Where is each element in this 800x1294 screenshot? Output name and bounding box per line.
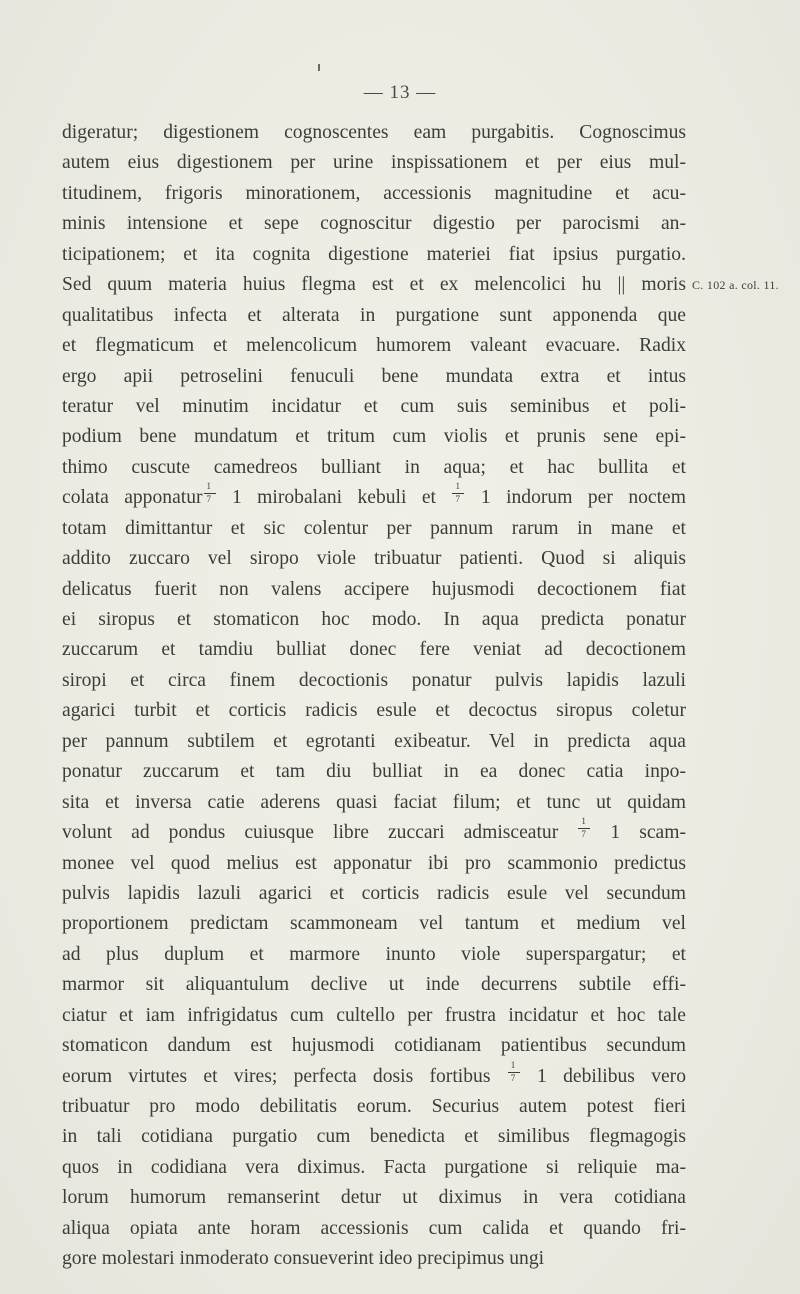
text-line: in tali cotidiana purgatio cum benedicta et similibus flegmagogis: [62, 1126, 686, 1148]
text-line: lorum humorum remanserint detur ut diximus in vera cotidiana: [62, 1187, 686, 1209]
text-line: addito zuccaro vel siropo viole tribuatur patienti. Quod si aliquis: [62, 548, 686, 570]
text-line: ergo apii petroselini fenuculi bene mundata extra et intus: [62, 365, 686, 387]
text-line-with-margin-note: [62, 270, 779, 300]
page-number: — 13 —: [363, 82, 437, 103]
fraction-denominator: 7: [455, 494, 460, 505]
text-segment: 1 indorum per noctem: [480, 487, 686, 509]
margin-note: C. 102 a. col. 11.: [692, 278, 779, 293]
text-line: siropi et circa finem decoctionis ponatur pulvis lapidis lazuli: [62, 669, 686, 691]
fraction-one-seventh: [203, 481, 217, 505]
fraction-numerator: 1: [206, 481, 212, 492]
fraction-denominator: 7: [510, 1072, 516, 1083]
text-line: qualitatibus infecta et alterata in purgatione sunt apponenda que: [62, 304, 686, 326]
text-line-with-fraction: [62, 1059, 687, 1092]
text-segment: 1 mirobalani kebuli et: [231, 487, 437, 509]
text-line: aliqua opiata ante horam accessionis cum calida et quando fri-: [62, 1217, 686, 1239]
fraction-denominator: 7: [206, 494, 212, 505]
fraction-numerator: 1: [581, 816, 586, 827]
text-segment: eorum virtutes et vires; perfecta dosis fortibus: [62, 1065, 491, 1087]
text-line: proportionem predictam scammoneam vel tantum et medium vel: [62, 913, 686, 935]
text-segment: 1 scam-: [610, 822, 687, 844]
text-line: teratur vel minutim incidatur et cum suis seminibus et poli-: [62, 395, 686, 417]
text-line: pulvis lapidis lazuli agarici et corticis radicis esule vel secundum: [62, 882, 686, 904]
text-line: ad plus duplum et marmore inunto viole superspargatur; et: [62, 943, 686, 965]
text-line: et flegmaticum et melencolicum humorem valeant evacuare. Radix: [62, 335, 686, 357]
text-line: minis intensione et sepe cognoscitur digestio per parocismi an-: [62, 213, 686, 235]
text-line: thimo cuscute camedreos bulliant in aqua; et hac bullita et: [62, 456, 686, 478]
ink-speck: [318, 64, 320, 71]
body-text: [62, 118, 779, 1275]
text-line: digeratur; digestionem cognoscentes eam purgabitis. Cognoscimus: [62, 122, 686, 143]
text-line: per pannum subtilem et egrotanti exibeatur. Vel in predicta aqua: [62, 730, 686, 752]
text-line: monee vel quod melius est apponatur ibi pro scammonio predictus: [62, 852, 686, 874]
fraction-one-seventh: [451, 481, 465, 505]
text-line: tribuatur pro modo debilitatis eorum. Securius autem potest fieri: [62, 1096, 686, 1117]
text-line: ponatur zuccarum et tam diu bulliat in ea donec catia inpo-: [62, 761, 686, 783]
fraction-numerator: 1: [455, 481, 460, 492]
text-line: totam dimittantur et sic colentur per pannum rarum in mane et: [62, 517, 686, 539]
text-line: stomaticon dandum est hujusmodi cotidianam patientibus secundum: [62, 1035, 686, 1057]
text-segment: colata apponatur: [62, 487, 203, 509]
fraction-one-seventh: [577, 816, 591, 840]
text-line: delicatus fuerit non valens accipere hujusmodi decoctionem fiat: [62, 578, 686, 600]
text-line: gore molestari inmoderato consueverint ideo precipimus ungi: [62, 1248, 545, 1270]
text-segment: volunt ad pondus cuiusque libre zuccari admisceatur: [62, 822, 559, 844]
text-line: ticipationem; et ita cognita digestione materiei fiat ipsius purgatio.: [62, 243, 686, 265]
text-line: titudinem, frigoris minorationem, accessionis magnitudine et acu-: [62, 182, 686, 204]
text-segment: 1 debilibus vero: [537, 1065, 687, 1087]
fraction-one-seventh: [507, 1059, 521, 1084]
text-line-with-fractions: [62, 483, 686, 513]
fraction-numerator: 1: [510, 1059, 516, 1070]
text-line: autem eius digestionem per urine inspissationem et per eius mul-: [62, 152, 686, 174]
text-line: sita et inversa catie aderens quasi faciat filum; et tunc ut quidam: [62, 791, 686, 813]
text-line: ciatur et iam infrigidatus cum cultello per frustra incidatur et hoc tale: [62, 1004, 686, 1026]
text-line-with-fraction: [62, 818, 686, 848]
text-line: ei siropus et stomaticon hoc modo. In aqua predicta ponatur: [62, 609, 686, 630]
fraction-denominator: 7: [581, 829, 586, 840]
text-line: podium bene mundatum et tritum cum violis et prunis sene epi-: [62, 426, 686, 448]
text-line: Sed quum materia huius flegma est et ex melencolici hu || moris: [62, 274, 686, 296]
text-line: marmor sit aliquantulum declive ut inde decurrens subtile effi-: [62, 974, 686, 996]
text-line: zuccarum et tamdiu bulliat donec fere veniat ad decoctionem: [62, 639, 686, 661]
text-line: quos in codidiana vera diximus. Facta purgatione si reliquie ma-: [62, 1156, 686, 1178]
text-line: agarici turbit et corticis radicis esule et decoctus siropus coletur: [62, 700, 686, 722]
